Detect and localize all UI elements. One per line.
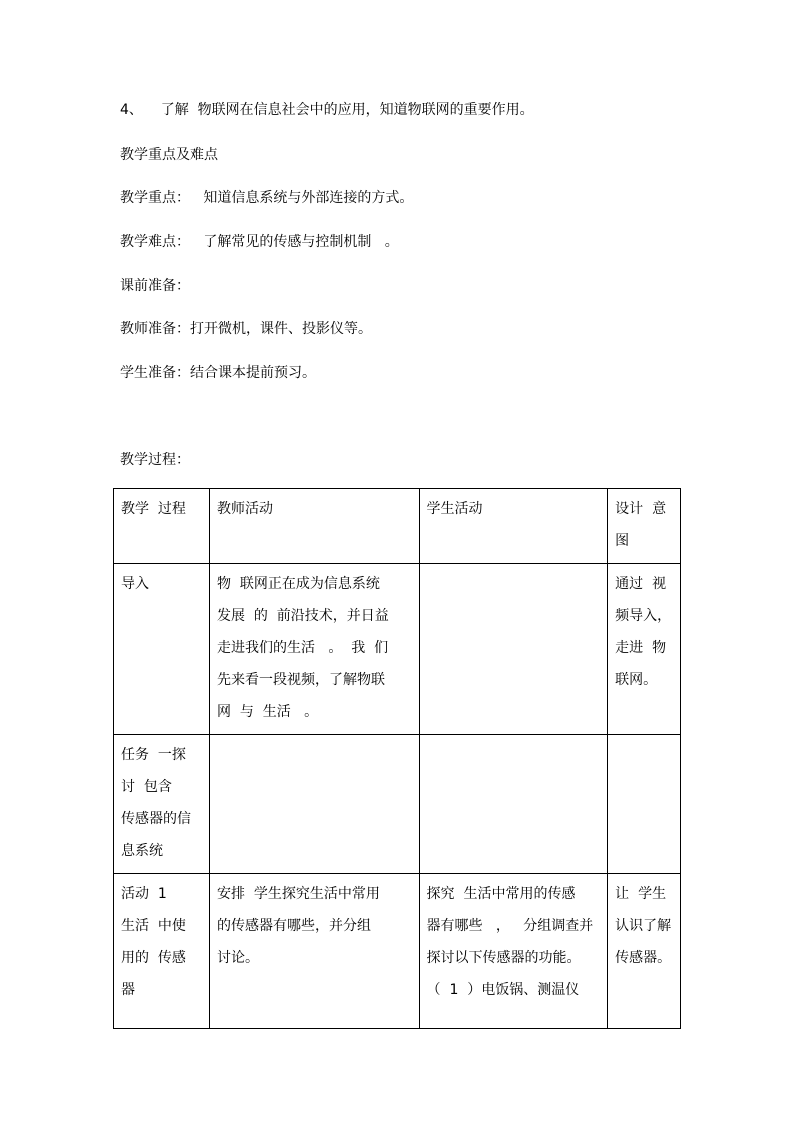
row-stage: 任务 一探 讨 包含 传感器的信 息系统 (114, 735, 210, 874)
objective-4: 4、 了解 物联网在信息社会中的应用，知道物联网的重要作用。 (120, 102, 534, 118)
row-teacher-activity: 安排 学生探究生活中常用 的传感器有哪些，并分组 讨论。 (209, 874, 419, 1029)
table-row (114, 564, 681, 735)
header-design-intent: 设计 意 图 (608, 489, 681, 564)
teacher-prep: 教师准备：打开微机，课件、投影仪等。 (120, 321, 372, 337)
row-student-activity (419, 564, 608, 735)
process-heading: 教学过程： (120, 452, 190, 468)
row-teacher-activity: 物 联网正在成为信息系统 发展 的 前沿技术，并日益 走进我们的生活 。 我 们 先来看一段视频，了解物联 网 与 生活 。 (209, 564, 419, 735)
row-design-intent: 让 学生 认识了解 传感器。 (608, 874, 681, 1029)
row-student-activity: 探究 生活中常用的传感 器有哪些 ， 分组调查并 探讨以下传感器的功能。 （ 1 ）电饭锅、测温仪 (419, 874, 608, 1029)
header-student-activity: 学生活动 (419, 489, 608, 564)
header-stage: 教学 过程 (114, 489, 210, 564)
prep-heading: 课前准备： (120, 278, 190, 294)
table-header-row (114, 489, 681, 564)
focus-heading: 教学重点及难点 (120, 147, 218, 163)
student-prep: 学生准备：结合课本提前预习。 (120, 365, 316, 381)
teaching-focus: 教学重点： 知道信息系统与外部连接的方式。 (120, 190, 414, 206)
row-design-intent: 通过 视 频导入， 走进 物 联网。 (608, 564, 681, 735)
table-row (114, 735, 681, 874)
row-teacher-activity (209, 735, 419, 874)
teaching-process-table (113, 488, 681, 1029)
row-stage: 导入 (114, 564, 210, 735)
row-student-activity (419, 735, 608, 874)
row-design-intent (608, 735, 681, 874)
header-teacher-activity: 教师活动 (209, 489, 419, 564)
table-row (114, 874, 681, 1029)
row-stage: 活动 1 生活 中使 用的 传感 器 (114, 874, 210, 1029)
teaching-difficulty: 教学难点： 了解常见的传感与控制机制 。 (120, 234, 399, 250)
